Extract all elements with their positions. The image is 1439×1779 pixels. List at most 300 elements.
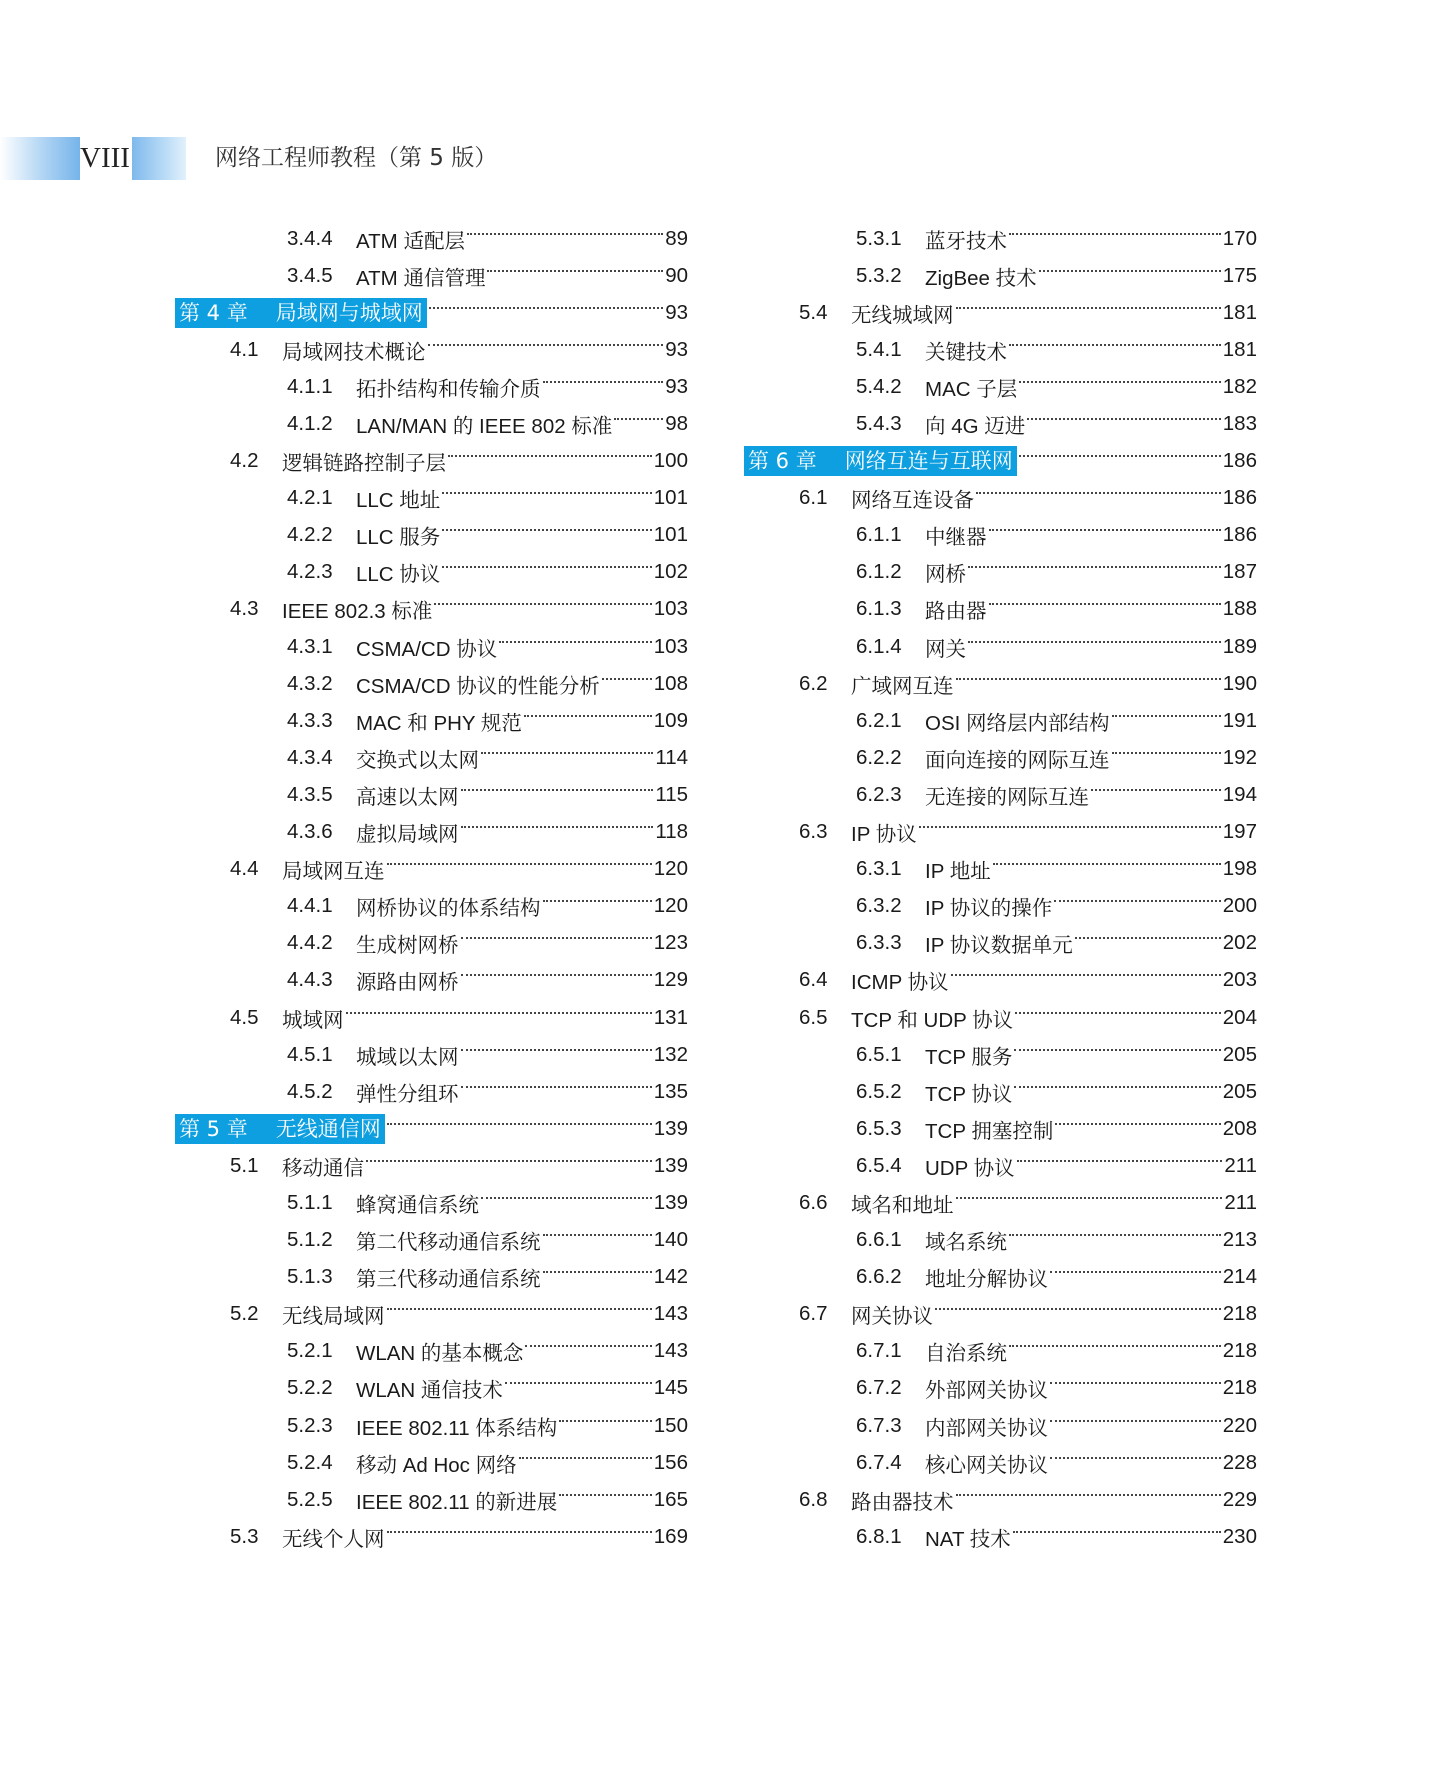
toc-section-entry[interactable] (744, 220, 1257, 257)
entry-title: 网桥 (925, 563, 966, 587)
dot-leader (434, 603, 651, 605)
toc-section-entry[interactable] (175, 814, 688, 851)
dot-leader (968, 566, 1221, 568)
entry-title: ICMP 协议 (851, 971, 949, 995)
toc-section-entry[interactable] (175, 1481, 688, 1518)
page-ref: 229 (1222, 1487, 1257, 1511)
dot-leader (1019, 381, 1221, 383)
dot-leader (387, 1308, 652, 1310)
dot-leader (951, 974, 1221, 976)
dot-leader (461, 1086, 652, 1088)
toc-section-entry[interactable] (744, 1222, 1257, 1259)
entry-number: 6.1.2 (856, 560, 902, 584)
toc-section-entry[interactable] (744, 1073, 1257, 1110)
dot-leader (1019, 455, 1221, 457)
entry-number: 6.7.1 (856, 1339, 902, 1363)
entry-title: 核心网关协议 (925, 1453, 1048, 1477)
header-band-left (0, 137, 80, 180)
toc-section-entry[interactable] (744, 925, 1257, 962)
page-ref: 132 (653, 1042, 688, 1066)
entry-title: 弹性分组环 (356, 1082, 459, 1106)
toc-subchapter-entry[interactable] (175, 331, 688, 368)
page-ref: 135 (653, 1079, 688, 1103)
entry-title: CSMA/CD 协议 (356, 637, 498, 661)
page-ref: 103 (653, 597, 688, 621)
toc-chapter-entry[interactable] (175, 294, 688, 331)
toc-subchapter-entry[interactable] (175, 591, 688, 628)
entry-title: TCP 拥塞控制 (925, 1119, 1054, 1143)
dot-leader (1112, 715, 1221, 717)
dot-leader (543, 1271, 652, 1273)
toc-section-entry[interactable] (175, 1333, 688, 1370)
page-ref: 120 (653, 857, 688, 881)
page-ref: 139 (653, 1153, 688, 1177)
toc-section-entry[interactable] (175, 257, 688, 294)
page-ref: 145 (653, 1376, 688, 1400)
toc-section-entry[interactable] (744, 257, 1257, 294)
toc-section-entry[interactable] (744, 1407, 1257, 1444)
chapter-number: 第 6 章 (748, 449, 817, 474)
entry-title: IP 地址 (925, 860, 991, 884)
toc-section-entry[interactable] (175, 405, 688, 442)
dot-leader (1050, 1271, 1221, 1273)
entry-number: 6.6.1 (856, 1228, 902, 1252)
entry-number: 6.8.1 (856, 1524, 902, 1548)
toc-section-entry[interactable] (744, 1110, 1257, 1147)
page-ref: 115 (655, 782, 688, 806)
page-ref: 143 (653, 1302, 688, 1326)
page-ref: 101 (653, 523, 688, 547)
entry-title: 蓝牙技术 (925, 229, 1007, 253)
entry-title: 虚拟局域网 (356, 823, 459, 847)
entry-number: 4.3 (230, 597, 259, 621)
entry-number: 5.4.1 (856, 337, 902, 361)
entry-number: 4.5.1 (287, 1042, 333, 1066)
page-ref: 103 (653, 634, 688, 658)
page-ref: 190 (1222, 671, 1257, 695)
dot-leader (519, 1457, 652, 1459)
dot-leader (1050, 1382, 1221, 1384)
entry-number: 6.3 (799, 820, 828, 844)
chapter-heading (175, 1114, 385, 1144)
dot-leader (428, 344, 664, 346)
page-ref: 93 (665, 337, 688, 361)
entry-title: IP 协议的操作 (925, 897, 1053, 921)
toc-section-entry[interactable] (744, 1444, 1257, 1481)
entry-number: 6.1 (799, 486, 828, 510)
toc-section-entry[interactable] (175, 1036, 688, 1073)
page-ref: 101 (653, 486, 688, 510)
page-ref: 102 (653, 560, 688, 584)
page-ref: 211 (1224, 1190, 1257, 1214)
entry-title: 局域网技术概论 (282, 340, 426, 364)
page-ref: 200 (1222, 894, 1257, 918)
entry-title: 地址分解协议 (925, 1268, 1048, 1292)
toc-section-entry[interactable] (744, 405, 1257, 442)
entry-title: 内部网关协议 (925, 1416, 1048, 1440)
entry-number: 5.3 (230, 1524, 259, 1548)
page-ref: 197 (1222, 820, 1257, 844)
entry-title: 无线城域网 (851, 303, 954, 327)
entry-title: MAC 子层 (925, 377, 1018, 401)
dot-leader (956, 1197, 1223, 1199)
entry-number: 4.1 (230, 337, 259, 361)
toc-subchapter-entry[interactable] (744, 814, 1257, 851)
entry-number: 5.2.2 (287, 1376, 333, 1400)
entry-number: 6.5.1 (856, 1042, 902, 1066)
toc-subchapter-entry[interactable] (175, 443, 688, 480)
entry-title: IEEE 802.11 体系结构 (356, 1416, 558, 1440)
entry-number: 5.3.1 (856, 226, 902, 250)
page-ref: 188 (1222, 597, 1257, 621)
entry-title: IEEE 802.11 的新进展 (356, 1490, 558, 1514)
dot-leader (442, 492, 651, 494)
toc-section-entry[interactable] (175, 1222, 688, 1259)
page-ref: 156 (653, 1450, 688, 1474)
dot-leader (559, 1420, 651, 1422)
entry-title: 移动通信 (282, 1156, 364, 1180)
entry-number: 6.6.2 (856, 1265, 902, 1289)
entry-title: 向 4G 迈进 (925, 415, 1026, 439)
entry-number: 4.3.5 (287, 782, 333, 806)
page-ref: 191 (1222, 708, 1257, 732)
dot-leader (442, 529, 651, 531)
dot-leader (387, 1531, 652, 1533)
entry-number: 6.3.1 (856, 857, 902, 881)
entry-title: 网络互连设备 (851, 489, 974, 513)
toc-section-entry[interactable] (744, 1036, 1257, 1073)
entry-title: 域名系统 (925, 1231, 1007, 1255)
page-ref: 120 (653, 894, 688, 918)
toc-section-entry[interactable] (744, 331, 1257, 368)
page-ref: 213 (1222, 1228, 1257, 1252)
page-ref: 100 (653, 449, 688, 473)
entry-number: 6.3.3 (856, 931, 902, 955)
entry-number: 6.1.4 (856, 634, 902, 658)
dot-leader (602, 678, 652, 680)
entry-title: 路由器技术 (851, 1490, 954, 1514)
entry-number: 6.7.3 (856, 1413, 902, 1437)
dot-leader (387, 1123, 652, 1125)
toc-subchapter-entry[interactable] (175, 851, 688, 888)
entry-number: 5.1 (230, 1153, 259, 1177)
entry-title: TCP 协议 (925, 1082, 1013, 1106)
toc-section-entry[interactable] (744, 628, 1257, 665)
toc-section-entry[interactable] (175, 220, 688, 257)
page-ref: 93 (665, 374, 688, 398)
toc-section-entry[interactable] (744, 1147, 1257, 1184)
entry-title: IP 协议 (851, 823, 917, 847)
dot-leader (956, 307, 1221, 309)
toc-section-entry[interactable] (744, 702, 1257, 739)
toc-section-entry[interactable] (744, 851, 1257, 888)
entry-number: 6.5.4 (856, 1153, 902, 1177)
toc-subchapter-entry[interactable] (744, 294, 1257, 331)
chapter-number: 第 5 章 (179, 1116, 248, 1141)
toc-section-entry[interactable] (175, 628, 688, 665)
toc-section-entry[interactable] (744, 554, 1257, 591)
toc-section-entry[interactable] (175, 1444, 688, 1481)
dot-leader (1015, 1012, 1221, 1014)
dot-leader (499, 641, 652, 643)
page-ref: 228 (1222, 1450, 1257, 1474)
dot-leader (461, 789, 654, 791)
toc-subchapter-entry[interactable] (744, 480, 1257, 517)
entry-title: 蜂窝通信系统 (356, 1193, 479, 1217)
page-ref: 205 (1222, 1042, 1257, 1066)
page-ref: 211 (1224, 1153, 1257, 1177)
entry-title: 局域网互连 (282, 860, 385, 884)
entry-title: LLC 地址 (356, 489, 441, 513)
page-ref: 93 (665, 300, 688, 324)
entry-number: 4.4 (230, 857, 259, 881)
toc-section-entry[interactable] (744, 888, 1257, 925)
toc-subchapter-entry[interactable] (744, 665, 1257, 702)
dot-leader (1075, 937, 1221, 939)
entry-title: IP 协议数据单元 (925, 934, 1073, 958)
chapter-title: 网络互连与互联网 (844, 449, 1013, 474)
entry-number: 6.2.3 (856, 782, 902, 806)
page-ref: 129 (653, 968, 688, 992)
entry-number: 6.2.2 (856, 745, 902, 769)
chapter-title: 局域网与城域网 (275, 300, 423, 325)
dot-leader (976, 492, 1221, 494)
entry-number: 6.1.1 (856, 523, 902, 547)
toc-section-entry[interactable] (744, 776, 1257, 813)
entry-number: 5.2.4 (287, 1450, 333, 1474)
toc-section-entry[interactable] (744, 517, 1257, 554)
toc-section-entry[interactable] (175, 739, 688, 776)
dot-leader (448, 455, 652, 457)
entry-title: 第三代移动通信系统 (356, 1268, 541, 1292)
page-ref: 139 (653, 1190, 688, 1214)
dot-leader (481, 1197, 652, 1199)
dot-leader (1054, 900, 1221, 902)
page-ref: 131 (653, 1005, 688, 1029)
toc-section-entry[interactable] (175, 888, 688, 925)
toc-section-entry[interactable] (744, 739, 1257, 776)
dot-leader (481, 752, 653, 754)
toc-subchapter-entry[interactable] (744, 999, 1257, 1036)
dot-leader (1009, 233, 1221, 235)
dot-leader (366, 1160, 652, 1162)
toc-section-entry[interactable] (175, 702, 688, 739)
entry-title: 网桥协议的体系结构 (356, 897, 541, 921)
toc-section-entry[interactable] (175, 925, 688, 962)
dot-leader (993, 863, 1221, 865)
entry-number: 6.7.2 (856, 1376, 902, 1400)
dot-leader (1050, 1457, 1221, 1459)
page-ref: 218 (1222, 1376, 1257, 1400)
entry-number: 4.3.3 (287, 708, 333, 732)
page-ref: 204 (1222, 1005, 1257, 1029)
entry-number: 4.4.3 (287, 968, 333, 992)
entry-number: 5.3.2 (856, 263, 902, 287)
entry-title: OSI 网络层内部结构 (925, 711, 1110, 735)
page-ref: 218 (1222, 1302, 1257, 1326)
dot-leader (1014, 1049, 1220, 1051)
entry-title: 域名和地址 (851, 1193, 954, 1217)
entry-title: 城域网 (282, 1008, 344, 1032)
page-ref: 182 (1222, 374, 1257, 398)
entry-number: 6.5.3 (856, 1116, 902, 1140)
entry-title: LAN/MAN 的 IEEE 802 标准 (356, 415, 613, 439)
page-ref: 165 (653, 1487, 688, 1511)
entry-title: 源路由网桥 (356, 971, 459, 995)
chapter-heading (175, 298, 427, 328)
toc-section-entry[interactable] (175, 554, 688, 591)
entry-title: NAT 技术 (925, 1527, 1011, 1551)
toc-section-entry[interactable] (744, 591, 1257, 628)
entry-number: 5.2 (230, 1302, 259, 1326)
toc-section-entry[interactable] (175, 1407, 688, 1444)
entry-title: 自治系统 (925, 1342, 1007, 1366)
page-ref: 202 (1222, 931, 1257, 955)
page-ref: 123 (653, 931, 688, 955)
toc-section-entry[interactable] (175, 1370, 688, 1407)
page-ref: 183 (1222, 412, 1257, 436)
entry-title: 城域以太网 (356, 1045, 459, 1069)
dot-leader (1009, 344, 1221, 346)
toc-section-entry[interactable] (175, 517, 688, 554)
toc-chapter-entry[interactable] (744, 443, 1257, 480)
entry-number: 4.3.6 (287, 820, 333, 844)
entry-title: WLAN 的基本概念 (356, 1342, 524, 1366)
entry-title: 中继器 (925, 526, 987, 550)
page-ref: 205 (1222, 1079, 1257, 1103)
page-ref: 187 (1222, 560, 1257, 584)
toc-section-entry[interactable] (175, 368, 688, 405)
toc-section-entry[interactable] (175, 962, 688, 999)
entry-number: 5.2.1 (287, 1339, 333, 1363)
dot-leader (559, 1494, 651, 1496)
toc-section-entry[interactable] (744, 368, 1257, 405)
entry-number: 6.5 (799, 1005, 828, 1029)
entry-number: 6.2 (799, 671, 828, 695)
entry-number: 6.8 (799, 1487, 828, 1511)
dot-leader (1039, 270, 1221, 272)
entry-title: 生成树网桥 (356, 934, 459, 958)
page-ref: 140 (653, 1228, 688, 1252)
page-ref: 230 (1222, 1524, 1257, 1548)
page-ref: 142 (653, 1265, 688, 1289)
dot-leader (1050, 1420, 1221, 1422)
page-ref: 114 (655, 745, 688, 769)
dot-leader (989, 603, 1221, 605)
book-title: 网络工程师教程（第 5 版） (215, 145, 498, 171)
toc-subchapter-entry[interactable] (175, 1147, 688, 1184)
dot-leader (387, 863, 652, 865)
toc-section-entry[interactable] (744, 1333, 1257, 1370)
entry-title: 广域网互连 (851, 674, 954, 698)
toc-section-entry[interactable] (175, 480, 688, 517)
page-ref: 143 (653, 1339, 688, 1363)
toc-subchapter-entry[interactable] (744, 1296, 1257, 1333)
entry-number: 6.1.3 (856, 597, 902, 621)
entry-title: ATM 适配层 (356, 229, 465, 253)
dot-leader (467, 233, 663, 235)
page-ref: 98 (665, 412, 688, 436)
toc-right-column (744, 220, 1257, 1555)
toc-section-entry[interactable] (744, 1370, 1257, 1407)
entry-title: WLAN 通信技术 (356, 1379, 503, 1403)
dot-leader (919, 826, 1221, 828)
dot-leader (461, 937, 652, 939)
entry-number: 5.4.2 (856, 374, 902, 398)
page-number: VIII (80, 142, 130, 174)
toc-subchapter-entry[interactable] (744, 962, 1257, 999)
dot-leader (1009, 1234, 1221, 1236)
toc-section-entry[interactable] (175, 1259, 688, 1296)
page-ref: 189 (1222, 634, 1257, 658)
entry-title: MAC 和 PHY 规范 (356, 711, 522, 735)
entry-title: ATM 通信管理 (356, 266, 486, 290)
toc-subchapter-entry[interactable] (744, 1184, 1257, 1221)
entry-number: 4.2.3 (287, 560, 333, 584)
entry-number: 4.3.2 (287, 671, 333, 695)
entry-number: 6.4 (799, 968, 828, 992)
entry-number: 4.2.2 (287, 523, 333, 547)
dot-leader (1014, 1086, 1220, 1088)
entry-title: 外部网关协议 (925, 1379, 1048, 1403)
entry-title: IEEE 802.3 标准 (282, 600, 433, 624)
dot-leader (543, 381, 664, 383)
toc-subchapter-entry[interactable] (744, 1481, 1257, 1518)
toc-chapter-entry[interactable] (175, 1110, 688, 1147)
dot-leader (461, 974, 652, 976)
toc-section-entry[interactable] (175, 665, 688, 702)
page-ref: 186 (1222, 523, 1257, 547)
dot-leader (487, 270, 663, 272)
toc-subchapter-entry[interactable] (175, 1296, 688, 1333)
page-ref: 118 (655, 820, 688, 844)
dot-leader (614, 418, 663, 420)
entry-title: 拓扑结构和传输介质 (356, 377, 541, 401)
dot-leader (1055, 1123, 1220, 1125)
entry-number: 4.4.2 (287, 931, 333, 955)
entry-title: 网关协议 (851, 1305, 933, 1329)
entry-number: 6.5.2 (856, 1079, 902, 1103)
dot-leader (1017, 1160, 1223, 1162)
toc-subchapter-entry[interactable] (175, 999, 688, 1036)
toc-section-entry[interactable] (175, 1184, 688, 1221)
entry-title: 网关 (925, 637, 966, 661)
toc-subchapter-entry[interactable] (175, 1518, 688, 1555)
entry-title: 交换式以太网 (356, 748, 479, 772)
entry-number: 4.3.4 (287, 745, 333, 769)
dot-leader (346, 1012, 652, 1014)
dot-leader (1013, 1531, 1221, 1533)
page-ref: 181 (1222, 300, 1257, 324)
entry-number: 4.2.1 (287, 486, 333, 510)
toc-section-entry[interactable] (175, 776, 688, 813)
entry-number: 3.4.4 (287, 226, 333, 250)
page-ref: 139 (653, 1116, 688, 1140)
toc-section-entry[interactable] (744, 1259, 1257, 1296)
entry-title: CSMA/CD 协议的性能分析 (356, 674, 600, 698)
entry-title: 无连接的网际互连 (925, 785, 1089, 809)
page-ref: 203 (1222, 968, 1257, 992)
entry-title: 关键技术 (925, 340, 1007, 364)
toc-section-entry[interactable] (744, 1518, 1257, 1555)
entry-number: 4.3.1 (287, 634, 333, 658)
toc-section-entry[interactable] (175, 1073, 688, 1110)
page-ref: 186 (1222, 449, 1257, 473)
dot-leader (524, 715, 652, 717)
page-ref: 90 (665, 263, 688, 287)
entry-number: 5.4 (799, 300, 828, 324)
page-ref: 192 (1222, 745, 1257, 769)
